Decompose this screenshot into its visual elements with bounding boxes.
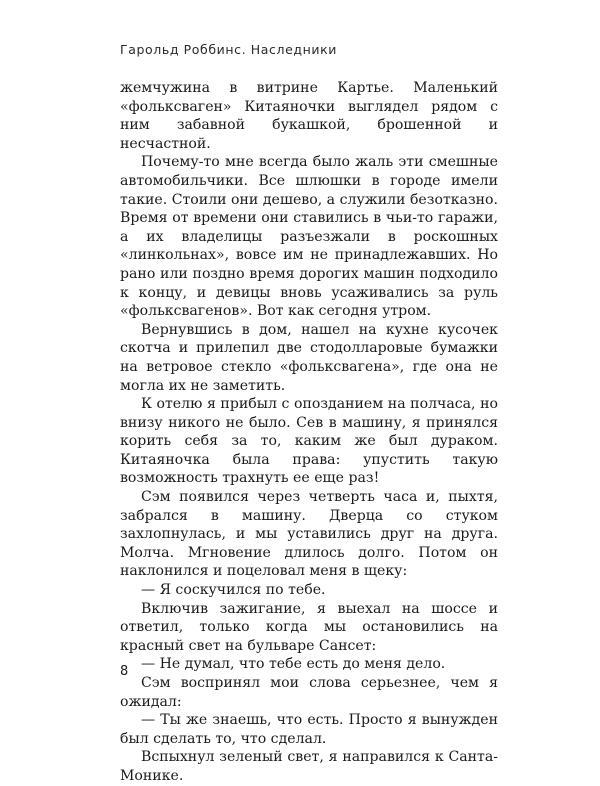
paragraph: Сэм воспринял мои слова серьезнее, чем я ожидал: xyxy=(120,675,498,710)
dialogue-line: — Я соскучился по тебе. xyxy=(141,582,326,599)
dialogue-line: — Ты же знаешь, что есть. Просто я вынужден был сделать то, что сделал. xyxy=(120,712,498,747)
paragraph: Включив зажигание, я выехал на шоссе и ответил, только когда мы остановились на красный свет на бульваре Сансет: xyxy=(120,600,498,654)
paragraph: жемчужина в витрине Картье. Маленький «фольксваген» Китаяночки выглядел рядом с ним забавной букашкой, брошенной и несчастной. xyxy=(120,80,498,152)
paragraph: Сэм появился через четверть часа и, пыхтя, забрался в машину. Дверца со стуком захлопнулась, и мы уставились друг на друга. Молча. Мгновение длилось долго. Потом он наклонился и поцеловал меня в щеку: xyxy=(120,489,498,580)
paragraph: Вернувшись в дом, нашел на кухне кусочек скотча и прилепил две стодолларовые бумажки на ветровое стекло «фольксвагена», где она не могла их не заметить. xyxy=(120,321,498,394)
paragraph: К отелю я прибыл с опозданием на полчаса, но внизу никого не было. Сев в машину, я принялся корить себя за то, каким же был дураком. Китаяночка была права: упустить такую возможность трахнуть ее еще раз! xyxy=(120,396,498,487)
paragraph: Почему-то мне всегда было жаль эти смешные автомобильчики. Все шлюшки в городе имели такие. Стоили они дешево, а служили безотказно. Время от времени они ставились в чьи-то гаражи, а их владелицы разъезжали в роскошных «линкольнах», вовсе им не принадлежавших. Но рано или поздно время дорогих машин подходило к концу, и девицы вновь усаживались за руль «фольксвагенов». Вот как сегодня утром. xyxy=(120,154,498,320)
page-number: 8 xyxy=(120,664,129,679)
body-text xyxy=(120,79,498,786)
paragraph: Вспыхнул зеленый свет, я направился к Санта-Монике. xyxy=(120,749,498,784)
running-head: Гарольд Роббинс. Наследники xyxy=(120,42,337,57)
dialogue-line: — Не думал, что тебе есть до меня дело. xyxy=(141,656,446,673)
